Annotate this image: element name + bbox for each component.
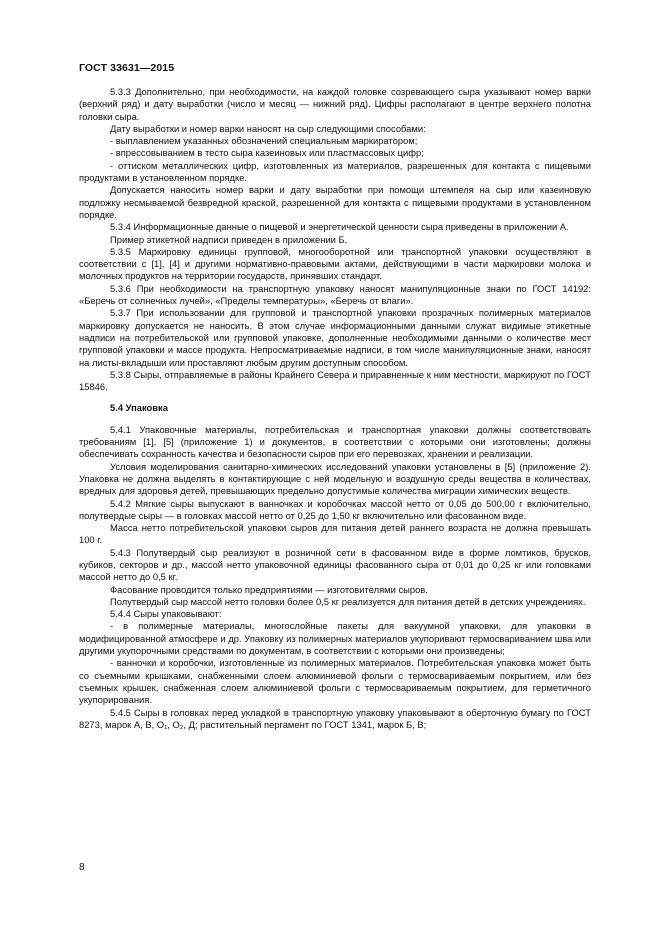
section-5-3-paragraphs bbox=[79, 86, 591, 393]
list-item: - выплавлением указанных обозначений специальным маркиратором; bbox=[110, 135, 418, 147]
list-item: - ванночки и коробочки, изготовленные из полимерных материалов. Потребительская упаковка может быть со съемными крышками, снабженными слоем алюминиевой фольги с термосвариваемым покрытием, или без съемных крышек, снабженная слоем алюминиевой фольги с термосвариваемым покрытием, для герметичного укупорирования. bbox=[79, 657, 591, 706]
paragraph: 5.4.5 Сыры в головках перед укладкой в транспортную упаковку упаковывают в оберточную бумагу по ГОСТ 8273, марок А, В, О₁, О₂, Д; растительный пергамент по ГОСТ 1341, марок Б, В; bbox=[79, 706, 591, 730]
paragraph: Полутвердый сыр массой нетто головки более 0,5 кг реализуется для питания детей в детских учреждениях. bbox=[110, 595, 586, 607]
paragraph: 5.3.8 Сыры, отправляемые в районы Крайнего Севера и приравненные к ним местности, маркируют по ГОСТ 15846. bbox=[79, 368, 591, 393]
paragraph: 5.3.7 При использовании для групповой и транспортной упаковки прозрачных полимерных материалов маркировку допускается не наносить. В этом случае информационными данными служат видимые этикетные надписи на потребительской или групповой упаковке, дополненные необходимыми данными о количестве мест групповой упаковки и массе продукта. Непросматриваемые надписи, в том числе манипуляционные знаки, наносят на листы-вкладыши или проставляют любым другим доступным способом. bbox=[79, 307, 591, 368]
paragraph: Дату выработки и номер варки наносят на сыр следующими способами: bbox=[110, 122, 426, 134]
paragraph: 5.4.2 Мягкие сыры выпускают в ванночках и коробочках массой нетто от 0,05 до 500,00 г включительно, полутвердые сыры — в головках массой нетто от 0,25 до 1,50 кг включительно или фасованном виде. bbox=[79, 497, 591, 521]
paragraph: Масса нетто потребительской упаковки сыров для питания детей раннего возраста не должна превышать 100 г. bbox=[79, 522, 591, 546]
list-item: - впрессовыванием в тесто сыра казеиновых или пластмассовых цифр; bbox=[110, 147, 424, 159]
paragraph: 5.3.3 Дополнительно, при необходимости, на каждой головке созревающего сыра указывают номер варки (верхний ряд) и дату выработки (число и месяц — нижний ряд). Цифры располагают в центре верхнего полотна головки сыра. bbox=[79, 86, 591, 122]
paragraph: 5.4.1 Упаковочные материалы, потребительская и транспортная упаковки должны соответствовать требованиям [1], [5] (приложение 1) и документов, в соответствии с которыми они изготовлены; должны обеспечивать сохранность качества и безопасности сыров при его перевозках, хранении и реализации. bbox=[79, 423, 591, 460]
section-heading: 5.4 Упаковка bbox=[110, 402, 168, 414]
list-item: - оттиском металлических цифр, изготовленных из материалов, разрешенных для контакта с пищевыми продуктами в установленном порядке. bbox=[79, 159, 591, 184]
paragraph: Фасование проводится только предприятиями — изготовителями сыров. bbox=[110, 583, 428, 595]
page-content bbox=[79, 86, 591, 731]
paragraph: Условия моделирования санитарно-химических исследований упаковки установлены в [5] (приложение 2). Упаковка не должна выделять в контактирующие с ней модельную и воздушную среды вещества в количествах, вредных для здоровья детей, превышающих предельно допустимые количества миграции химических веществ. bbox=[79, 460, 591, 497]
paragraph: 5.4.4 Сыры упаковывают: bbox=[110, 608, 222, 620]
paragraph: 5.3.6 При необходимости на транспортную упаковку наносят манипуляционные знаки по ГОСТ 14192: «Беречь от солнечных лучей», «Пределы температуры», «Беречь от влаги». bbox=[79, 282, 591, 307]
document-header: ГОСТ 33631—2015 bbox=[79, 62, 175, 74]
paragraph: 5.4.3 Полутвердый сыр реализуют в розничной сети в фасованном виде в форме ломтиков, брусков, кубиков, секторов и др., массой нетто упаковочной единицы фасованного сыра от 0,01 до 0,25 кг или головками массой нетто до 0,5 кг. bbox=[79, 546, 591, 583]
paragraph: Пример этикетной надписи приведен в приложении Б. bbox=[110, 233, 348, 245]
section-5-4-paragraphs bbox=[79, 424, 591, 731]
page-number: 8 bbox=[79, 862, 85, 873]
paragraph: 5.3.5 Маркировку единицы групповой, многооборотной или транспортной упаковки осуществляют в соответствии с [1], [4] и другими нормативно-правовыми актами, действующими в части маркировки молока и молочных продуктов на территории государств, принявших стандарт. bbox=[79, 245, 591, 282]
list-item: - в полимерные материалы, многослойные пакеты для вакуумной упаковки, для упаковки в модифицированной атмосфере и др. Упаковку из полимерных материалов укупоривают термосвариванием шва или другими укупорочными средствами по документам, в соответствии с которыми они произведены; bbox=[79, 620, 591, 657]
paragraph: 5.3.4 Информационные данные о пищевой и энергетической ценности сыра приведены в приложении А. bbox=[110, 221, 569, 233]
paragraph: Допускается наносить номер варки и дату выработки при помощи штемпеля на сыр или казеиновую подложку несмываемой безвредной краской, разрешенной для контакта с пищевыми продуктами в установленном порядке. bbox=[79, 184, 591, 220]
